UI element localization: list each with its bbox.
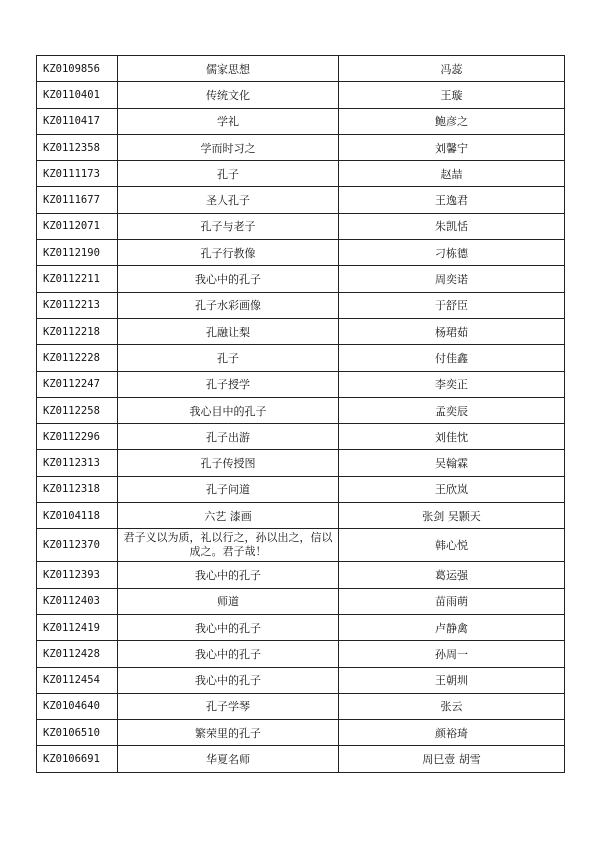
entry-id: KZ0112428 <box>37 641 118 667</box>
entry-author: 苗雨萌 <box>339 588 565 614</box>
entry-id: KZ0110401 <box>37 82 118 108</box>
entry-title: 我心中的孔子 <box>118 562 339 588</box>
entry-author: 王朝圳 <box>339 667 565 693</box>
entry-author: 于舒臣 <box>339 292 565 318</box>
entry-title: 华夏名师 <box>118 746 339 772</box>
table-row <box>37 720 565 746</box>
entries-table <box>36 55 565 773</box>
entry-title: 圣人孔子 <box>118 187 339 213</box>
entry-title: 我心中的孔子 <box>118 641 339 667</box>
entry-title: 学而时习之 <box>118 134 339 160</box>
table-row <box>37 614 565 640</box>
entry-author: 孙周一 <box>339 641 565 667</box>
table-row <box>37 450 565 476</box>
entry-title: 孔子水彩画像 <box>118 292 339 318</box>
table-row <box>37 108 565 134</box>
entry-id: KZ0112190 <box>37 240 118 266</box>
entry-id: KZ0111677 <box>37 187 118 213</box>
table-row <box>37 371 565 397</box>
entry-title: 孔子学琴 <box>118 693 339 719</box>
entry-author: 刘馨宁 <box>339 134 565 160</box>
entry-title: 我心中的孔子 <box>118 614 339 640</box>
entry-title: 孔子授学 <box>118 371 339 397</box>
entry-author: 赵喆 <box>339 161 565 187</box>
entry-title: 孔融让梨 <box>118 318 339 344</box>
entry-title: 学礼 <box>118 108 339 134</box>
table-row <box>37 187 565 213</box>
entry-id: KZ0112218 <box>37 318 118 344</box>
entry-author: 王逸君 <box>339 187 565 213</box>
entry-id: KZ0109856 <box>37 56 118 82</box>
entry-id: KZ0112393 <box>37 562 118 588</box>
entry-id: KZ0112358 <box>37 134 118 160</box>
table-row <box>37 134 565 160</box>
table-row <box>37 56 565 82</box>
entry-title: 孔子 <box>118 345 339 371</box>
entry-author: 周奕诺 <box>339 266 565 292</box>
entry-author: 王欣岚 <box>339 476 565 502</box>
entry-author: 周巳壹 胡雪 <box>339 746 565 772</box>
entry-author: 鲍彦之 <box>339 108 565 134</box>
entry-author: 刁栋德 <box>339 240 565 266</box>
table-row <box>37 424 565 450</box>
entry-author: 张剑 吴颢天 <box>339 503 565 529</box>
entry-title: 孔子与老子 <box>118 213 339 239</box>
entry-title: 儒家思想 <box>118 56 339 82</box>
table-row <box>37 240 565 266</box>
entry-id: KZ0112318 <box>37 476 118 502</box>
entry-id: KZ0112247 <box>37 371 118 397</box>
entry-title: 孔子传授图 <box>118 450 339 476</box>
table-row <box>37 292 565 318</box>
entry-id: KZ0104640 <box>37 693 118 719</box>
entry-title: 繁荣里的孔子 <box>118 720 339 746</box>
entry-id: KZ0112370 <box>37 529 118 562</box>
table-row <box>37 345 565 371</box>
table-row <box>37 641 565 667</box>
entry-id: KZ0112403 <box>37 588 118 614</box>
entry-id: KZ0111173 <box>37 161 118 187</box>
entry-id: KZ0110417 <box>37 108 118 134</box>
entry-author: 韩心悦 <box>339 529 565 562</box>
entry-title: 孔子 <box>118 161 339 187</box>
entry-id: KZ0112258 <box>37 397 118 423</box>
entry-title: 六艺 漆画 <box>118 503 339 529</box>
entry-author: 葛运强 <box>339 562 565 588</box>
entry-title: 传统文化 <box>118 82 339 108</box>
table-row <box>37 529 565 562</box>
table-row <box>37 746 565 772</box>
entry-title: 我心中的孔子 <box>118 667 339 693</box>
table-row <box>37 476 565 502</box>
table-row <box>37 503 565 529</box>
entry-title: 师道 <box>118 588 339 614</box>
entry-author: 冯蕊 <box>339 56 565 82</box>
entry-title: 君子义以为质，礼以行之，孙以出之，信以成之。君子哉！ <box>118 529 339 562</box>
table-row <box>37 161 565 187</box>
entry-title: 我心中的孔子 <box>118 266 339 292</box>
entry-author: 王璇 <box>339 82 565 108</box>
table-row <box>37 213 565 239</box>
entry-author: 张云 <box>339 693 565 719</box>
entry-id: KZ0104118 <box>37 503 118 529</box>
entry-id: KZ0112296 <box>37 424 118 450</box>
table-row <box>37 667 565 693</box>
entry-author: 刘佳忱 <box>339 424 565 450</box>
entry-id: KZ0112071 <box>37 213 118 239</box>
entry-author: 颜裕琦 <box>339 720 565 746</box>
entry-author: 李奕正 <box>339 371 565 397</box>
entry-id: KZ0112213 <box>37 292 118 318</box>
entry-id: KZ0106510 <box>37 720 118 746</box>
entry-id: KZ0112454 <box>37 667 118 693</box>
entry-author: 孟奕辰 <box>339 397 565 423</box>
table-row <box>37 693 565 719</box>
entry-id: KZ0112419 <box>37 614 118 640</box>
entry-title: 孔子问道 <box>118 476 339 502</box>
entry-author: 付佳鑫 <box>339 345 565 371</box>
entry-author: 吴翰霖 <box>339 450 565 476</box>
entry-title: 孔子行教像 <box>118 240 339 266</box>
table-row <box>37 562 565 588</box>
table-row <box>37 318 565 344</box>
entry-id: KZ0112228 <box>37 345 118 371</box>
entry-author: 朱凯恬 <box>339 213 565 239</box>
table-row <box>37 397 565 423</box>
table-row <box>37 588 565 614</box>
entry-title: 我心目中的孔子 <box>118 397 339 423</box>
entry-author: 杨珺茹 <box>339 318 565 344</box>
entry-author: 卢静禽 <box>339 614 565 640</box>
entry-id: KZ0112211 <box>37 266 118 292</box>
table-row <box>37 82 565 108</box>
entry-id: KZ0106691 <box>37 746 118 772</box>
entry-title: 孔子出游 <box>118 424 339 450</box>
entry-id: KZ0112313 <box>37 450 118 476</box>
table-row <box>37 266 565 292</box>
